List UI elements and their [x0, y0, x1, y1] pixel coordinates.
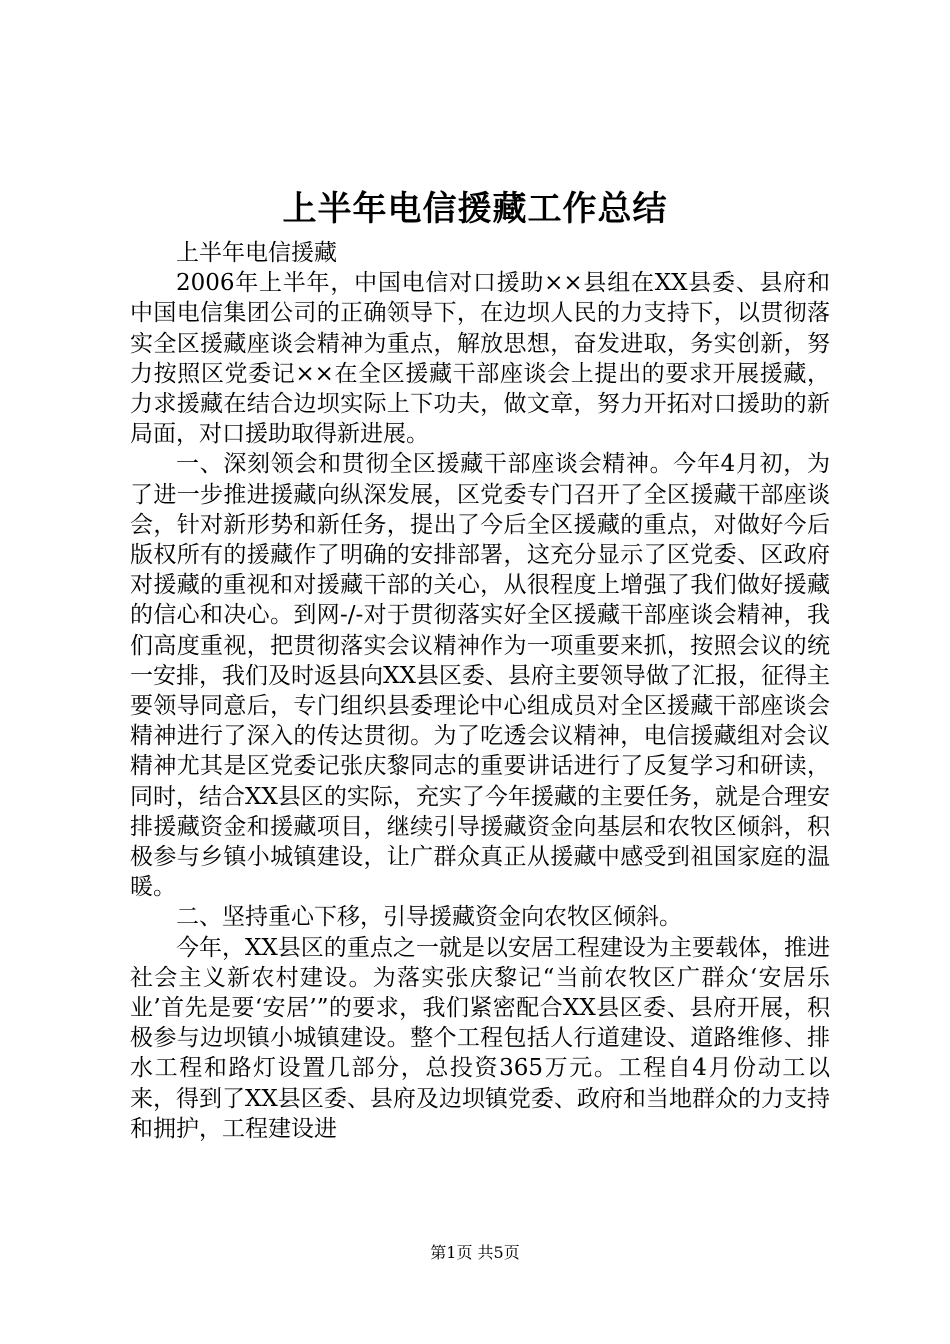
paragraph-section-2: 今年，XX县区的重点之一就是以安居工程建设为主要载体，推进社会主义新农村建设。为落实张庆黎记“当前农牧区广群众‘安居乐业’首先是要‘安居’”的要求，我们紧密配合XX县区委、县府开展，积极参与边坝镇小城镇建设。整个工程包括人行道建设、道路维修、排水工程和路灯设置几部分，总投资365万元。工程自4月份动工以来，得到了XX县区委、县府及边坝镇党委、政府和当地群众的力支持和拥护，工程建设进 [130, 934, 830, 1142]
document-title: 上半年电信援藏工作总结 [282, 189, 668, 229]
paragraph-section-1: 一、深刻领会和贯彻全区援藏干部座谈会精神。今年4月初，为了进一步推进援藏向纵深发展，区党委专门召开了全区援藏干部座谈会，针对新形势和新任务，提出了今后全区援藏的重点，对做好今后版权所有的援藏作了明确的安排部署，这充分显示了区党委、区政府对援藏的重视和对援藏干部的关心，从很程度上增强了我们做好援藏的信心和决心。到网-/-对于贯彻落实好全区援藏干部座谈会精神，我们高度重视，把贯彻落实会议精神作为一项重要来抓，按照会议的统一安排，我们及时返县向XX县区委、县府主要领导做了汇报，征得主要领导同意后，专门组织县委理论中心组成员对全区援藏干部座谈会精神进行了深入的传达贯彻。为了吃透会议精神，电信援藏组对会议精神尤其是区党委记张庆黎同志的重要讲话进行了反复学习和研读，同时，结合XX县区的实际，充实了今年援藏的主要任务，就是合理安排援藏资金和援藏项目，继续引导援藏资金向基层和农牧区倾斜，积极参与乡镇小城镇建设，让广群众真正从援藏中感受到祖国家庭的温暖。 [130, 451, 830, 901]
paragraph-heading: 上半年电信援藏 [176, 240, 337, 266]
paragraph-intro: 2006年上半年，中国电信对口援助××县组在XX县委、县府和中国电信集团公司的正确领导下，在边坝人民的力支持下，以贯彻落实全区援藏座谈会精神为重点，解放思想，奋发进取，务实创新，努力按照区党委记××在全区援藏干部座谈会上提出的要求开展援藏，力求援藏在结合边坝实际上下功夫，做文章，努力开拓对口援助的新局面，对口援助取得新进展。 [130, 270, 830, 448]
page-footer: 第1页 共5页 [430, 1243, 520, 1262]
document-body [130, 238, 830, 1144]
paragraph-section-2-heading: 二、坚持重心下移，引导援藏资金向农牧区倾斜。 [176, 904, 682, 931]
